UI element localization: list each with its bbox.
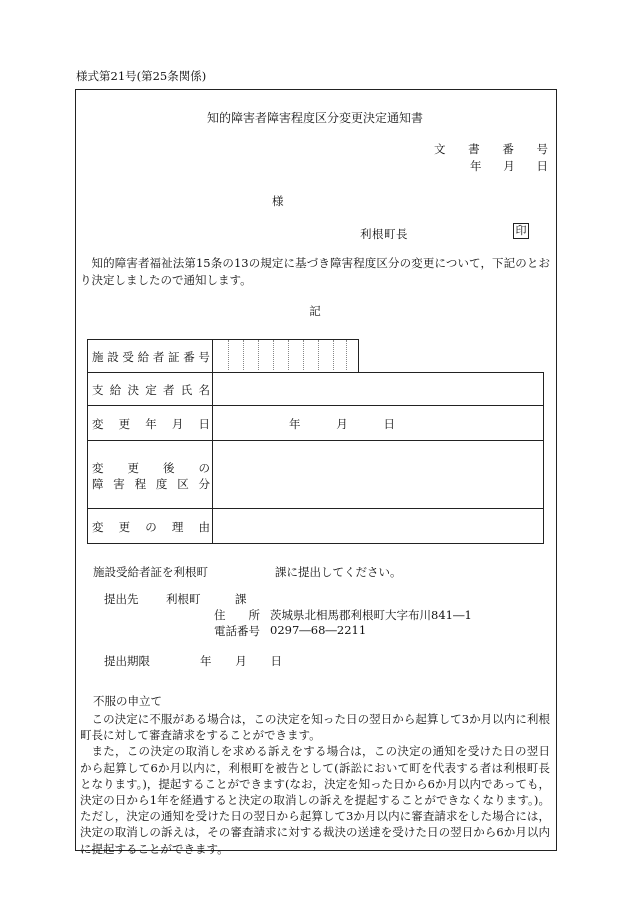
digit-box-divider <box>346 340 347 370</box>
label-char: の <box>198 461 210 475</box>
document-number-label <box>434 141 548 157</box>
recipient-suffix: 様 <box>272 194 284 208</box>
address-value: 茨城県北相馬郡利根町大字布川841―1 <box>270 608 472 622</box>
label-char: 号 <box>198 350 210 364</box>
objection-paragraph-2: また，この決定の取消しを求める訴えをする場合は，この決定の通知を受けた日の翌日から起算して6か月以内に，利根町を被告として(訴訟において町を代表する者は利根町長となります。)，提起することができます(なお，決定を知った日から6か月以内であっても，決定の日から1年を経過すると決定の取消しの訴えを提起することができなくなります。)。ただし，決定の通知を受けた日の翌日から起算して3か月以内に審査請求をした場合には，決定の取消しの訴えは，その審査請求に対する裁決の送達を受けた日の翌日から6か月以内に提起することができます。 <box>80 744 550 856</box>
label-char: の <box>145 520 157 534</box>
date-char: 日 <box>536 159 548 173</box>
form-number: 様式第21号(第25条関係) <box>76 69 207 83</box>
phone-label: 電話番号 <box>214 624 260 638</box>
date-char: 月 <box>503 159 515 173</box>
digit-box-divider <box>303 340 304 370</box>
label-char: 更 <box>118 417 131 431</box>
label-char: 後 <box>163 461 175 475</box>
submit-instruction-b: 課に提出してください。 <box>275 565 402 579</box>
digit-box-divider <box>243 340 244 370</box>
objection-heading: 不服の申立て <box>93 694 162 708</box>
label-char: 更 <box>127 461 139 475</box>
label-char: 更 <box>118 520 131 534</box>
label-char: 度 <box>155 477 168 491</box>
objection-notice <box>80 711 550 857</box>
doc-number-char: 文 <box>434 142 446 156</box>
label-char: 給 <box>137 350 150 364</box>
label-after-change <box>92 460 210 476</box>
doc-number-char: 号 <box>536 142 548 156</box>
date-char: 年 <box>289 417 301 431</box>
table-row1-right-line <box>358 339 359 373</box>
label-char: 者 <box>163 383 175 397</box>
label-char: 日 <box>198 417 210 431</box>
doc-number-char: 書 <box>468 142 480 156</box>
objection-paragraph-1: この決定に不服がある場合は，この決定を知った日の翌日から起算して3か月以内に利根町長に対して審査請求をすることができます。 <box>80 712 550 743</box>
label-char: 証 <box>168 350 180 364</box>
issuer-name: 利根町長 <box>360 227 408 241</box>
label-change-reason <box>92 519 210 535</box>
label-char: 変 <box>92 520 104 534</box>
table-right-line <box>543 372 544 544</box>
label-char: 年 <box>145 417 157 431</box>
phone-value: 0297―68―2211 <box>270 623 367 637</box>
label-char: 者 <box>152 350 165 364</box>
table-label-divider <box>212 339 213 544</box>
date-char: 月 <box>235 654 247 668</box>
digit-box-divider <box>228 340 229 370</box>
doc-number-char: 番 <box>502 142 514 156</box>
label-char: 障 <box>92 477 104 491</box>
label-char: 分 <box>198 477 210 491</box>
label-char: 定 <box>145 383 157 397</box>
label-char: 決 <box>127 383 139 397</box>
digit-box-divider <box>273 340 274 370</box>
deadline-date <box>200 653 282 669</box>
table-left-line <box>87 339 88 544</box>
table-line-row3-top <box>87 405 544 406</box>
date-char: 年 <box>200 654 212 668</box>
intro-paragraph: 知的障害者福祉法第15条の13の規定に基づき障害程度区分の変更について，下記のとおり決定しましたので通知します。 <box>80 256 550 287</box>
label-char: 由 <box>198 520 210 534</box>
change-date-field <box>289 416 395 432</box>
table-line-row4-top <box>87 440 544 441</box>
label-char: 変 <box>92 461 104 475</box>
label-change-date <box>92 416 210 432</box>
label-char: 区 <box>177 477 189 491</box>
date-char: 日 <box>270 654 282 668</box>
label-char: 受 <box>122 350 134 364</box>
table-bottom-line <box>87 543 544 544</box>
document-title: 知的障害者障害程度区分変更決定通知書 <box>206 111 423 125</box>
label-disability-class <box>92 476 210 492</box>
label-char: 月 <box>171 417 184 431</box>
digit-box-divider <box>318 340 319 370</box>
label-char: 番 <box>183 350 195 364</box>
destination-dept: 課 <box>235 592 247 606</box>
label-recipient-name <box>92 382 210 398</box>
date-char: 年 <box>470 159 482 173</box>
submit-instruction-a: 施設受給者証を利根町 <box>93 565 208 579</box>
label-char: 所 <box>248 608 260 622</box>
label-char: 設 <box>107 350 119 364</box>
destination-label: 提出先 <box>104 592 139 606</box>
table-line-row5-top <box>87 508 544 509</box>
address-label <box>214 607 260 623</box>
label-char: 理 <box>171 520 184 534</box>
label-char: 支 <box>92 383 104 397</box>
ki-heading: 記 <box>309 304 321 318</box>
digit-box-divider <box>333 340 334 370</box>
label-char: 程 <box>134 477 147 491</box>
label-char: 施 <box>92 350 104 364</box>
destination-town: 利根町 <box>166 592 201 606</box>
label-char: 給 <box>109 383 122 397</box>
seal-mark: 印 <box>513 223 529 239</box>
deadline-label: 提出期限 <box>104 654 150 668</box>
label-char: 住 <box>214 608 226 622</box>
table-line-row2-top <box>87 372 544 373</box>
label-certificate-number <box>92 349 210 365</box>
label-char: 氏 <box>180 383 193 397</box>
digit-box-divider <box>288 340 289 370</box>
date-char: 月 <box>336 417 348 431</box>
digit-box-divider <box>258 340 259 370</box>
label-char: 変 <box>92 417 104 431</box>
issue-date-label <box>470 158 548 174</box>
date-char: 日 <box>383 417 395 431</box>
label-char: 害 <box>113 477 125 491</box>
label-char: 名 <box>198 383 210 397</box>
